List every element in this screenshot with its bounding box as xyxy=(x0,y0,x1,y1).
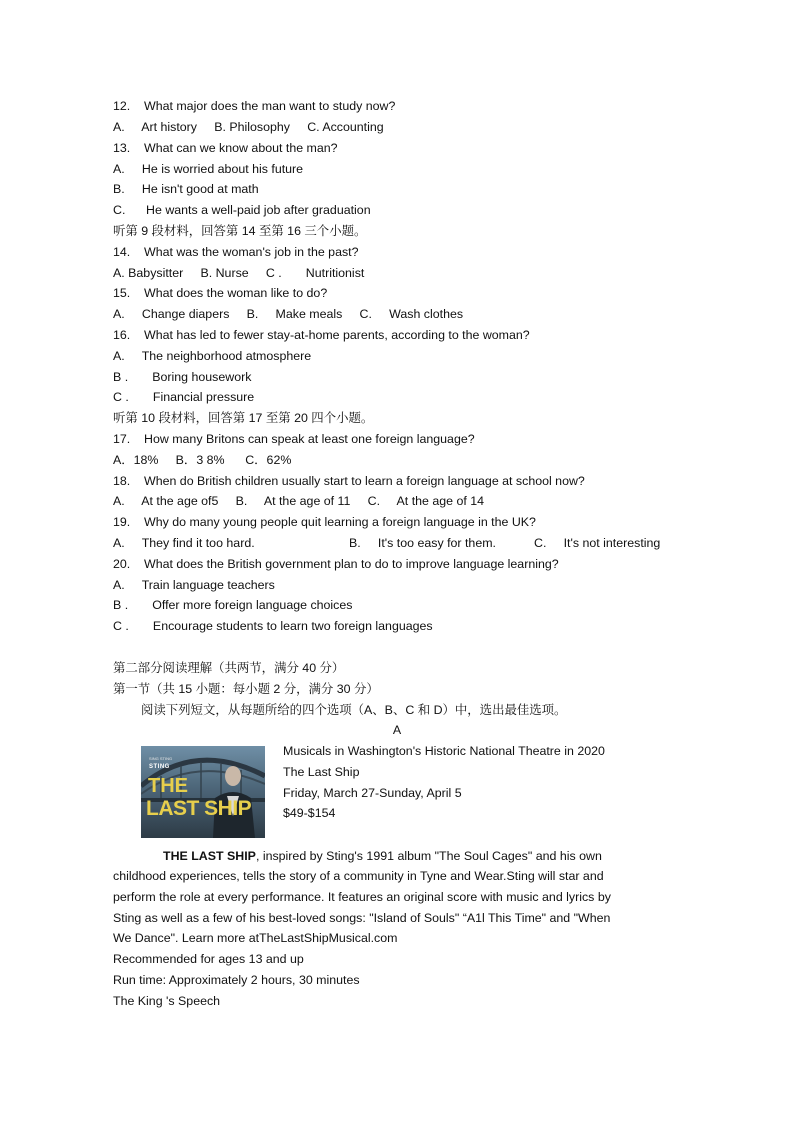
q18-stem: 18. When do British children usually start to learn a foreign language at school now? xyxy=(113,474,585,488)
q12-options: A. Art history B. Philosophy C. Accounting xyxy=(113,120,384,134)
q20-option-c: C . Encourage students to learn two foreign languages xyxy=(113,619,433,633)
q14-options: A. Babysitter B. Nurse C . Nutritionist xyxy=(113,266,365,280)
paragraph-lead: THE LAST SHIP xyxy=(163,849,256,863)
part2-instruction: 阅读下列短文，从每题所给的四个选项（A、B、C 和 D）中，选出最佳选项。 xyxy=(141,703,567,717)
q18-options: A. At the age of5 B. At the age of 11 C. At the age of 14 xyxy=(113,494,485,508)
q16-option-c: C . Financial pressure xyxy=(113,390,255,404)
q19-option-a: A. They find it too hard. xyxy=(113,536,255,550)
recommended-ages: Recommended for ages 13 and up xyxy=(113,952,304,966)
part2-heading: 第二部分阅读理解（共两节，满分 40 分） xyxy=(113,661,345,675)
next-show-title: The King 's Speech xyxy=(113,994,221,1008)
q20-option-a: A. Train language teachers xyxy=(113,578,275,592)
q20-stem: 20. What does the British government plan to do to improve language learning? xyxy=(113,557,559,571)
q15-stem: 15. What does the woman like to do? xyxy=(113,286,328,300)
q12-stem: 12. What major does the man want to study now? xyxy=(113,99,396,113)
paragraph-line-4: Sting as well as a few of his best-loved songs: "Island of Souls" “A1l This Time" and "When xyxy=(113,911,611,925)
poster-small-text: SING STING xyxy=(149,756,173,761)
poster-title-line2: LAST SHIP xyxy=(146,797,252,820)
passage-label: A xyxy=(392,723,402,737)
paragraph-line-2: childhood experiences, tells the story of a community in Tyne and Wear.Sting will star and xyxy=(113,869,604,883)
q13-option-b: B. He isn't good at math xyxy=(113,182,259,196)
part2-section: 第一节（共 15 小题：每小题 2 分，满分 30 分） xyxy=(113,682,379,696)
q16-option-a: A. The neighborhood atmosphere xyxy=(113,349,312,363)
passage10-instruction: 听第 10 段材料，回答第 17 至第 20 四个小题。 xyxy=(113,411,374,425)
q15-options: A. Change diapers B. Make meals C. Wash clothes xyxy=(113,307,464,321)
q14-stem: 14. What was the woman's job in the past? xyxy=(113,245,359,259)
passage9-instruction: 听第 9 段材料，回答第 14 至第 16 三个小题。 xyxy=(113,224,367,238)
paragraph-line-1-rest: , inspired by Sting's 1991 album "The Soul Cages" and his own xyxy=(255,849,602,863)
event-dates: Friday, March 27-Sunday, April 5 xyxy=(283,786,462,800)
q17-options: A．18% B．3 8% C．62% xyxy=(113,453,292,467)
poster-artist: STING xyxy=(149,764,170,770)
q19-option-c: C. It's not interesting xyxy=(534,536,661,550)
paragraph-line-3: perform the role at every performance. It features an original score with music and lyrics by xyxy=(113,890,611,904)
paragraph-line-1 xyxy=(163,848,602,864)
event-price: $49-$154 xyxy=(283,806,336,820)
q16-stem: 16. What has led to fewer stay-at-home parents, according to the woman? xyxy=(113,328,530,342)
run-time: Run time: Approximately 2 hours, 30 minutes xyxy=(113,973,360,987)
poster-title-line1: THE xyxy=(148,775,188,797)
q19-stem: 19. Why do many young people quit learning a foreign language in the UK? xyxy=(113,515,536,529)
q13-option-a: A. He is worried about his future xyxy=(113,162,304,176)
q17-stem: 17. How many Britons can speak at least one foreign language? xyxy=(113,432,475,446)
q19-option-b: B. It's too easy for them. xyxy=(349,536,496,550)
paragraph-line-5: We Dance". Learn more atTheLastShipMusical.com xyxy=(113,931,398,945)
q20-option-b: B . Offer more foreign language choices xyxy=(113,598,353,612)
q13-stem: 13. What can we know about the man? xyxy=(113,141,338,155)
event-name: The Last Ship xyxy=(283,765,360,779)
q16-option-b: B . Boring housework xyxy=(113,370,252,384)
q13-option-c: C. He wants a well-paid job after graduation xyxy=(113,203,371,217)
event-venue: Musicals in Washington's Historic National Theatre in 2020 xyxy=(283,744,605,758)
the-last-ship-poster xyxy=(141,746,265,838)
